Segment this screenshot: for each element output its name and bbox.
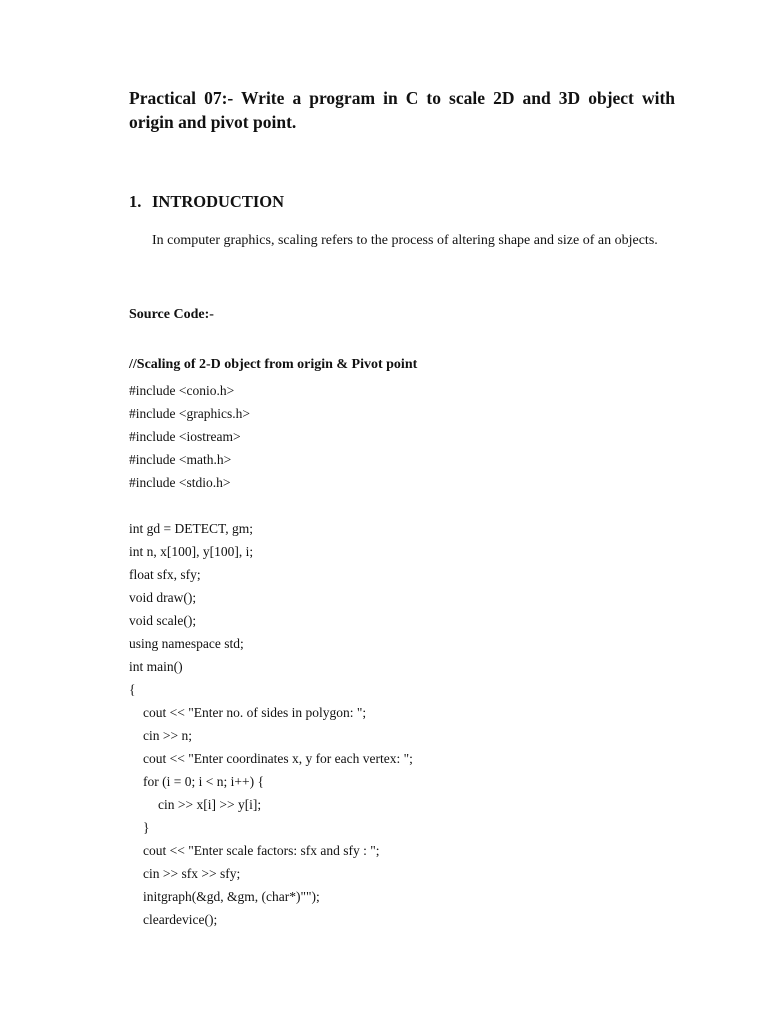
code-line: #include <graphics.h>	[129, 406, 250, 421]
code-line: cin >> n;	[143, 728, 192, 743]
code-line: #include <conio.h>	[129, 383, 235, 398]
code-line: cout << "Enter no. of sides in polygon: ";	[143, 705, 367, 720]
code-line: #include <stdio.h>	[129, 475, 231, 490]
code-line: }	[143, 820, 150, 835]
code-line: {	[129, 682, 136, 697]
page-title: Practical 07:- Write a program in C to scale 2D and 3D object with origin and pivot point.	[129, 88, 675, 132]
code-line: int n, x[100], y[100], i;	[129, 544, 254, 559]
source-code-label: Source Code:-	[129, 307, 214, 322]
section-heading	[129, 192, 284, 212]
section-title: INTRODUCTION	[152, 192, 285, 211]
code-line: initgraph(&gd, &gm, (char*)"");	[143, 889, 320, 904]
code-line: cout << "Enter coordinates x, y for each vertex: ";	[143, 751, 413, 766]
code-line: cout << "Enter scale factors: sfx and sfy : ";	[143, 843, 380, 858]
section-number: 1.	[129, 192, 142, 211]
code-line: int gd = DETECT, gm;	[129, 521, 253, 536]
code-line: #include <iostream>	[129, 429, 241, 444]
intro-paragraph: In computer graphics, scaling refers to the process of altering shape and size of an objects.	[152, 233, 658, 248]
code-line: void scale();	[129, 613, 197, 628]
code-line: int main()	[129, 659, 183, 674]
code-line: cin >> sfx >> sfy;	[143, 866, 241, 881]
code-comment: //Scaling of 2-D object from origin & Pivot point	[129, 357, 418, 372]
code-line: using namespace std;	[129, 636, 244, 651]
code-block	[129, 379, 413, 931]
code-line: cleardevice();	[143, 912, 218, 927]
code-line: #include <math.h>	[129, 452, 232, 467]
code-line: cin >> x[i] >> y[i];	[158, 797, 262, 812]
code-line: float sfx, sfy;	[129, 567, 201, 582]
code-line: for (i = 0; i < n; i++) {	[143, 774, 264, 789]
code-line	[129, 494, 413, 517]
code-line: void draw();	[129, 590, 197, 605]
